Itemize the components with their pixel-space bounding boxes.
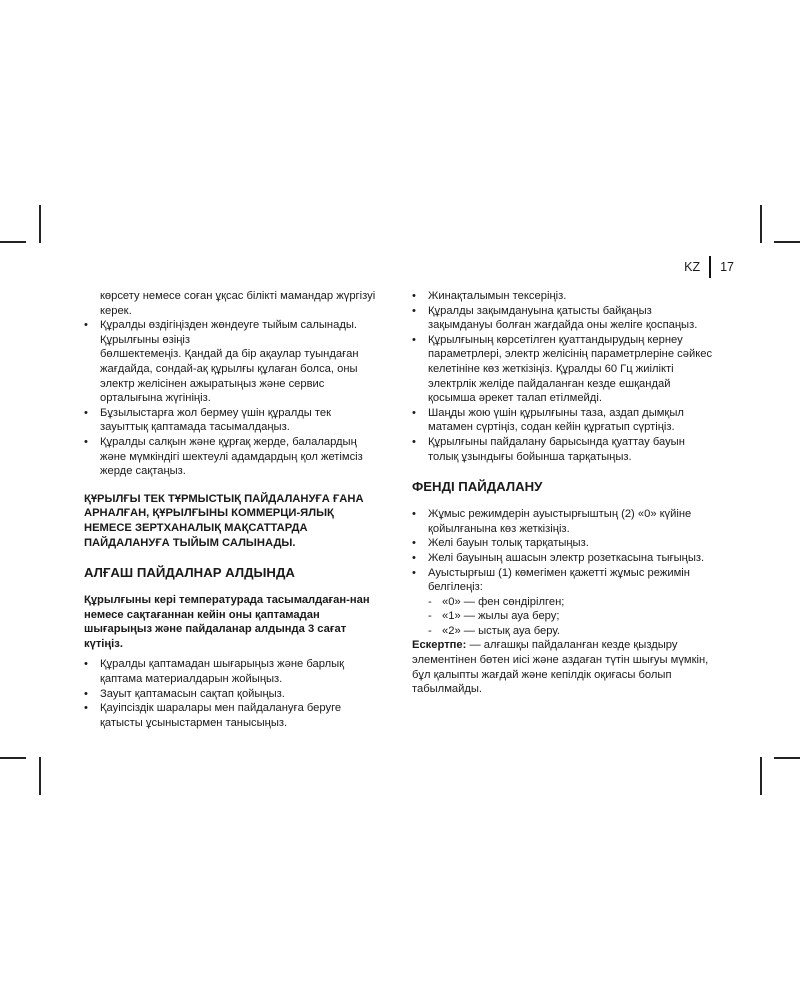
- list-item: • Желі бауының ашасын электр розеткасына тығыңыз.: [412, 551, 718, 566]
- note-label: Ескертпе:: [412, 639, 467, 652]
- list-item: • Құралды өздігіңізден жөндеуге тыйым салынады. Құрылғыны өзіңіз: [84, 318, 382, 347]
- list-item: • Қауіпсіздік шаралары мен пайдалануға беруге қатысты ұсыныстармен танысыңыз.: [84, 701, 382, 730]
- mode-item: - «0» — фен сөндірілген;: [412, 595, 718, 610]
- crop-mark-right-top: [760, 205, 762, 243]
- section-heading-before-use: АЛҒАШ ПАЙДАЛНАР АЛДЫНДА: [84, 565, 295, 581]
- list-item: • Жұмыс режимдерін ауыстырғыштың (2) «0» күйіне қойылғанына көз жеткізіңіз.: [412, 507, 718, 536]
- list-item: • Құрылғының көрсетілген қуаттандырудың кернеу параметрлері, электр желісінің параметрлеріне сәйкес келетініне көз жеткізіңіз. Құралды 60 Гц жиілікті электрлік желіде пайдаланған кезде ешқандай қосымша әрекет талап етілмейді.: [412, 333, 718, 406]
- mode-item: - «2» — ыстық ауа беру.: [412, 624, 718, 639]
- before-use-list: [84, 657, 382, 730]
- intro-text: Құрылғыны кері температурада тасымалдаған-нан немесе сақтағаннан кейін оны қаптамадан шығарыңыз және пайдаланар алдында 3 сағат күтіңіз.: [84, 594, 370, 650]
- list-item: • Құралды салқын және құрғақ жерде, балалардың және мүмкіндігі шектеулі адамдардың қол жетімсіз жерде сақтаңыз.: [84, 435, 382, 479]
- list-item: • Зауыт қаптамасын сақтап қойыңыз.: [84, 687, 382, 702]
- list-item: • Шаңды жою үшін құрылғыны таза, аздап дымқыл матамен сүртіңіз, содан кейін құрғатып сүртіңіз.: [412, 406, 718, 435]
- crop-mark-left-top-h: [0, 241, 26, 243]
- section-heading-using-dryer: ФЕНДІ ПАЙДАЛАНУ: [412, 479, 543, 495]
- language-code: KZ: [684, 260, 701, 274]
- right-column: [412, 289, 718, 697]
- mode-item: - «1» — жылы ауа беру;: [412, 609, 718, 624]
- safety-list-cont: [84, 406, 382, 479]
- warning-text: ҚҰРЫЛҒЫ ТЕК ТҰРМЫСТЫҚ ПАЙДАЛАНУҒА ҒАНА АРНАЛҒАН, ҚҰРЫЛҒЫНЫ КОММЕРЦИ-ЯЛЫҚ НЕМЕСЕ ЗЕРТХАНАЛЫҚ МАҚСАТТАРДА ПАЙДАЛАНУҒА ТЫЙЫМ САЛЫНАДЫ.: [84, 492, 364, 549]
- page-header: [684, 257, 734, 277]
- crop-mark-left-bottom-h: [0, 757, 26, 759]
- list-item: • Құрылғыны пайдалану барысында қуаттау бауын толық ұзындығы бойынша тарқатыңыз.: [412, 435, 718, 464]
- page-number: 17: [720, 260, 734, 274]
- crop-mark-left-top: [39, 205, 41, 243]
- note-text: — алғашқы пайдаланған кезде қыздыру элементінен бөтен иісі және аздаған түтін шығуы мүмкін, бұл қалыпты жағдай және кепілдік оқиғасы болып табылмайды.: [412, 639, 709, 696]
- list-item: • Бұзылыстарға жол бермеу үшін құралды тек зауыттық қаптамада тасымалдаңыз.: [84, 406, 382, 435]
- list-item: • Құралды зақымдануына қатысты байқаңыз зақымдануы болған жағдайда оны желіге қоспаңыз.: [412, 304, 718, 333]
- list-item: • Құралды қаптамадан шығарыңыз және барлық қаптама материалдарын жойыңыз.: [84, 657, 382, 686]
- list-item: • Ауыстырғыш (1) көмегімен қажетті жұмыс режимін белгілеңіз:: [412, 566, 718, 595]
- continued-text: бөлшектемеңіз. Қандай да бір ақаулар туындаған жағдайда, сондай-ақ құрылғы құлаған болса, оны электр желісінен ажыратыңыз және сервис орталығына жүгініңіз.: [100, 348, 359, 405]
- crop-mark-right-bottom: [760, 757, 762, 795]
- crop-mark-right-bottom-h: [774, 757, 800, 759]
- continued-text: көрсету немесе соған ұқсас білікті мамандар жүргізуі керек.: [100, 290, 376, 317]
- list-item: • Желі бауын толық тарқатыңыз.: [412, 536, 718, 551]
- safety-list: [84, 318, 382, 347]
- modes-list: [412, 595, 718, 639]
- crop-mark-right-top-h: [774, 241, 800, 243]
- crop-mark-left-bottom: [39, 757, 41, 795]
- left-column: [84, 289, 382, 730]
- check-list: [412, 289, 718, 464]
- usage-list: [412, 507, 718, 595]
- list-item: • Жинақталымын тексеріңіз.: [412, 289, 718, 304]
- note-paragraph: [412, 638, 718, 696]
